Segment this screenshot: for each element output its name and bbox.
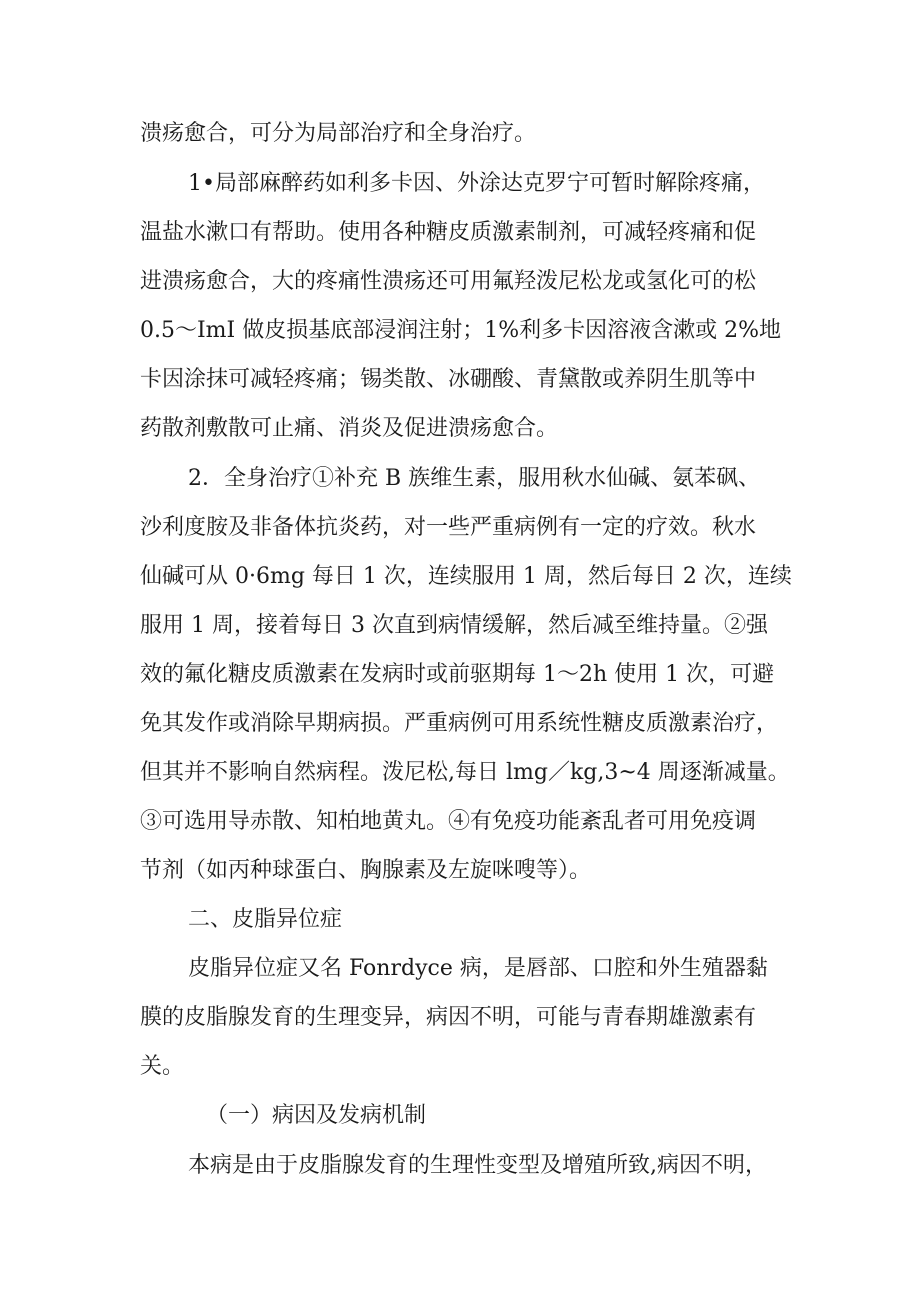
text-line: 仙碱可从 0·6mg 每日 1 次，连续服用 1 周，然后每日 2 次，连续 <box>140 564 792 589</box>
text-line: 膜的皮脂腺发育的生理变异，病因不明，可能与青春期雄激素有 <box>140 1005 757 1030</box>
text-line: ③可选用导赤散、知柏地黄丸。④有免疫功能紊乱者可用免疫调 <box>140 809 757 834</box>
text-line: 卡因涂抹可减轻疼痛；锡类散、冰硼酸、青黛散或养阴生肌等中 <box>140 367 757 392</box>
text-line: 温盐水漱口有帮助。使用各种糖皮质激素制剂，可减轻疼痛和促 <box>140 220 757 245</box>
text-line: 免其发作或消除早期病损。严重病例可用系统性糖皮质激素治疗， <box>140 711 779 736</box>
text-line: 药散剂敷散可止痛、消炎及促进溃疡愈合。 <box>140 416 559 441</box>
text-line: 关。 <box>140 1054 185 1079</box>
text-line: 服用 1 周，接着每日 3 次直到病情缓解，然后减至维持量。②强 <box>140 613 768 638</box>
text-line: 0.5～ImI 做皮损基底部浸润注射；1%利多卡因溶液含漱或 2%地 <box>140 318 782 343</box>
section-heading: 二、皮脂异位症 <box>188 907 343 932</box>
text-line: 1•局部麻醉药如利多卡因、外涂达克罗宁可暂时解除疼痛， <box>188 171 765 196</box>
text-line: 进溃疡愈合，大的疼痛性溃疡还可用氟羟泼尼松龙或氢化可的松 <box>140 269 757 294</box>
text-line: 沙利度胺及非备体抗炎药，对一些严重病例有一定的疗效。秋水 <box>140 515 757 540</box>
subsection-heading: （一）病因及发病机制 <box>206 1103 427 1128</box>
text-line: 2．全身治疗①补充 B 族维生素，服用秋水仙碱、氨苯砜、 <box>188 466 761 491</box>
text-line: 但其并不影响自然病程。泼尼松,每日 lmg／kg,3~4 周逐渐减量。 <box>140 760 790 785</box>
text-line: 效的氟化糖皮质激素在发病时或前驱期每 1～2h 使用 1 次，可避 <box>140 662 775 687</box>
text-line: 本病是由于皮脂腺发育的生理性变型及增殖所致,病因不明， <box>188 1153 767 1178</box>
text-line: 溃疡愈合，可分为局部治疗和全身治疗。 <box>140 121 537 146</box>
text-line: 节剂（如丙种球蛋白、胸腺素及左旋咪嗖等）。 <box>140 858 592 883</box>
text-line: 皮脂异位症又名 Fonrdyce 病，是唇部、口腔和外生殖器黏 <box>188 956 768 981</box>
